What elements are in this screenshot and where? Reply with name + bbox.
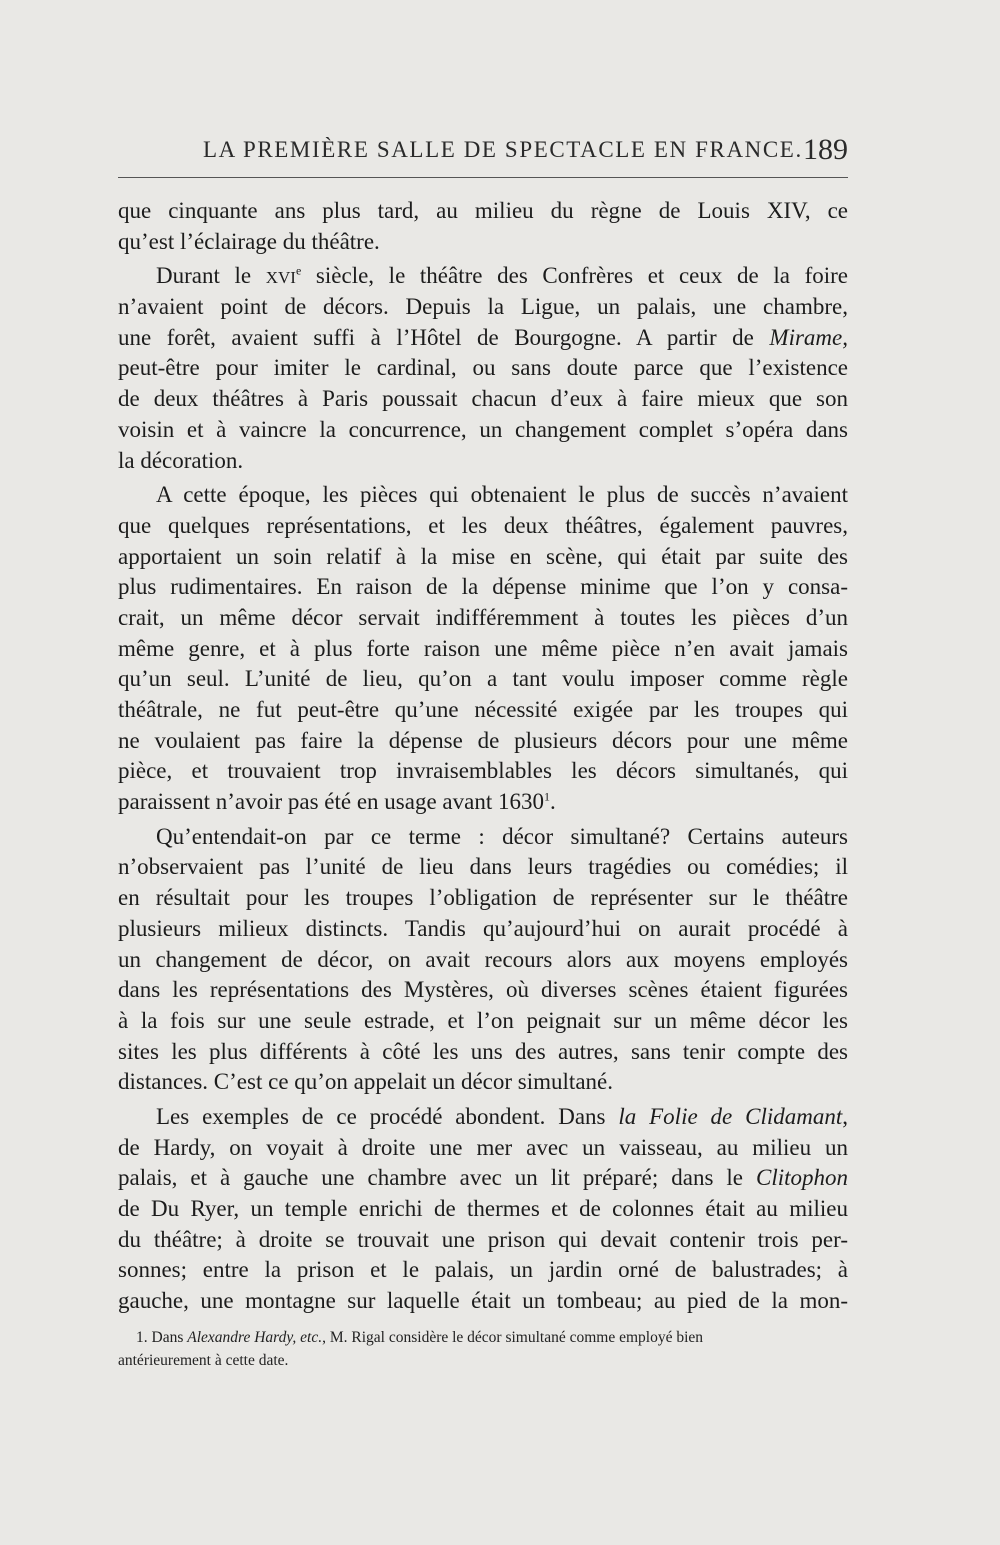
text-line: n’avaient point de décors. Depuis la Ligue, un palais, une chambre,: [118, 294, 848, 320]
text-line: qu’est l’éclairage du théâtre.: [118, 228, 380, 254]
text-line: [118, 1163, 848, 1194]
header-rule: [118, 177, 848, 178]
text-line: [118, 1102, 848, 1133]
text-line: gauche, une montagne sur laquelle était un tombeau; au pied de la mon-: [118, 1288, 848, 1314]
text-line: [118, 323, 848, 354]
text-line: de deux théâtres à Paris poussait chacun d’eux à faire mieux que son: [118, 386, 848, 412]
text-line: distances. C’est ce qu’on appelait un décor simultané.: [118, 1069, 613, 1095]
text-line: théâtrale, ne fut peut-être qu’une nécessité exigée par les troupes qui: [118, 697, 848, 722]
text-line: du théâtre; à droite se trouvait une prison qui devait contenir trois per-: [118, 1226, 848, 1252]
text-line: [118, 261, 848, 292]
text-fragment: 1. Dans: [136, 1329, 188, 1346]
text-line: A cette époque, les pièces qui obtenaient le plus de succès n’avaient: [156, 482, 848, 508]
text-fragment: Les exemples de ce procédé abondent. Dans: [156, 1103, 619, 1129]
text-fragment: Durant le: [156, 263, 266, 289]
italic-title: la Folie de Clidamant: [618, 1103, 843, 1129]
body-text: [118, 196, 848, 1317]
text-fragment: , M. Rigal considère le décor simultané comme employé bien: [322, 1329, 704, 1346]
superscript: e: [295, 263, 302, 278]
text-line: un changement de décor, on avait recours alors aux moyens employés: [118, 946, 848, 972]
text-fragment: siècle, le théâtre des Confrères et ceux de la foire: [301, 263, 849, 289]
century-numeral: XVI: [265, 268, 296, 288]
italic-title: Alexandre Hardy, etc.: [187, 1329, 323, 1346]
text-fragment: une forêt, avaient suffi à l’Hôtel de Bourgogne. A partir de: [118, 324, 770, 350]
text-line: de Hardy, on voyait à droite une mer avec un vaisseau, au milieu un: [118, 1134, 848, 1160]
text-fragment: .: [549, 789, 556, 815]
text-line: peut-être pour imiter le cardinal, ou sans doute parce que l’existence: [118, 355, 848, 381]
running-head: [118, 133, 848, 173]
text-line: crait, un même décor servait indifféremment à toutes les pièces d’un: [118, 604, 848, 630]
text-line: que quelques représentations, et les deux théâtres, également pauvres,: [118, 512, 848, 538]
running-title: LA PREMIÈRE SALLE DE SPECTACLE EN FRANCE.: [203, 137, 803, 162]
text-line: pièce, et trouvaient trop invraisemblables les décors simultanés, qui: [118, 758, 848, 784]
text-line: à la fois sur une seule estrade, et l’on peignait sur un même décor les: [118, 1007, 848, 1033]
text-line: la décoration.: [118, 447, 244, 473]
text-line: apportaient un soin relatif à la mise en scène, qui était par suite des: [118, 543, 848, 569]
text-line: [118, 787, 848, 818]
text-line: que cinquante ans plus tard, au milieu du règne de Louis XIV, ce: [118, 198, 848, 223]
text-line: plus rudimentaires. En raison de la dépense minime que l’on y consa-: [118, 574, 848, 600]
text-line: sites les plus différents à côté les uns des autres, sans tenir compte des: [118, 1038, 848, 1064]
footnote-marker: 1: [543, 789, 550, 804]
text-line: en résultait pour les troupes l’obligation de représenter sur le théâtre: [118, 885, 848, 911]
italic-title: Clitophon: [755, 1165, 848, 1191]
text-line: plusieurs milieux distincts. Tandis qu’aujourd’hui on aurait procédé à: [118, 915, 848, 941]
page-number: 189: [803, 133, 848, 166]
text-fragment: paraissent n’avoir pas été en usage avant 1630: [118, 789, 544, 815]
text-line: n’observaient pas l’unité de lieu dans leurs tragédies ou comédies; il: [118, 854, 848, 880]
text-line: même genre, et à plus forte raison une même pièce n’en avait jamais: [118, 635, 848, 661]
text-line: sonnes; entre la prison et le palais, un jardin orné de balustrades; à: [118, 1257, 848, 1283]
text-fragment: palais, et à gauche une chambre avec un lit préparé; dans le: [118, 1165, 756, 1191]
text-line: dans les représentations des Mystères, où diverses scènes étaient figurées: [118, 977, 848, 1003]
italic-title: Mirame,: [769, 324, 848, 350]
footnote: [118, 1326, 848, 1372]
footnote-line: [118, 1326, 848, 1349]
text-line: Qu’entendait-on par ce terme : décor simultané? Certains auteurs: [156, 823, 848, 849]
text-fragment: ,: [842, 1103, 848, 1129]
text-line: ne voulaient pas faire la dépense de plusieurs décors pour une même: [118, 727, 848, 753]
footnote-line: antérieurement à cette date.: [118, 1352, 289, 1369]
text-line: voisin et à vaincre la concurrence, un changement complet s’opéra dans: [118, 416, 848, 442]
text-line: qu’un seul. L’unité de lieu, qu’on a tant voulu imposer comme règle: [118, 666, 848, 692]
text-line: de Du Ryer, un temple enrichi de thermes et de colonnes était au milieu: [118, 1196, 848, 1221]
